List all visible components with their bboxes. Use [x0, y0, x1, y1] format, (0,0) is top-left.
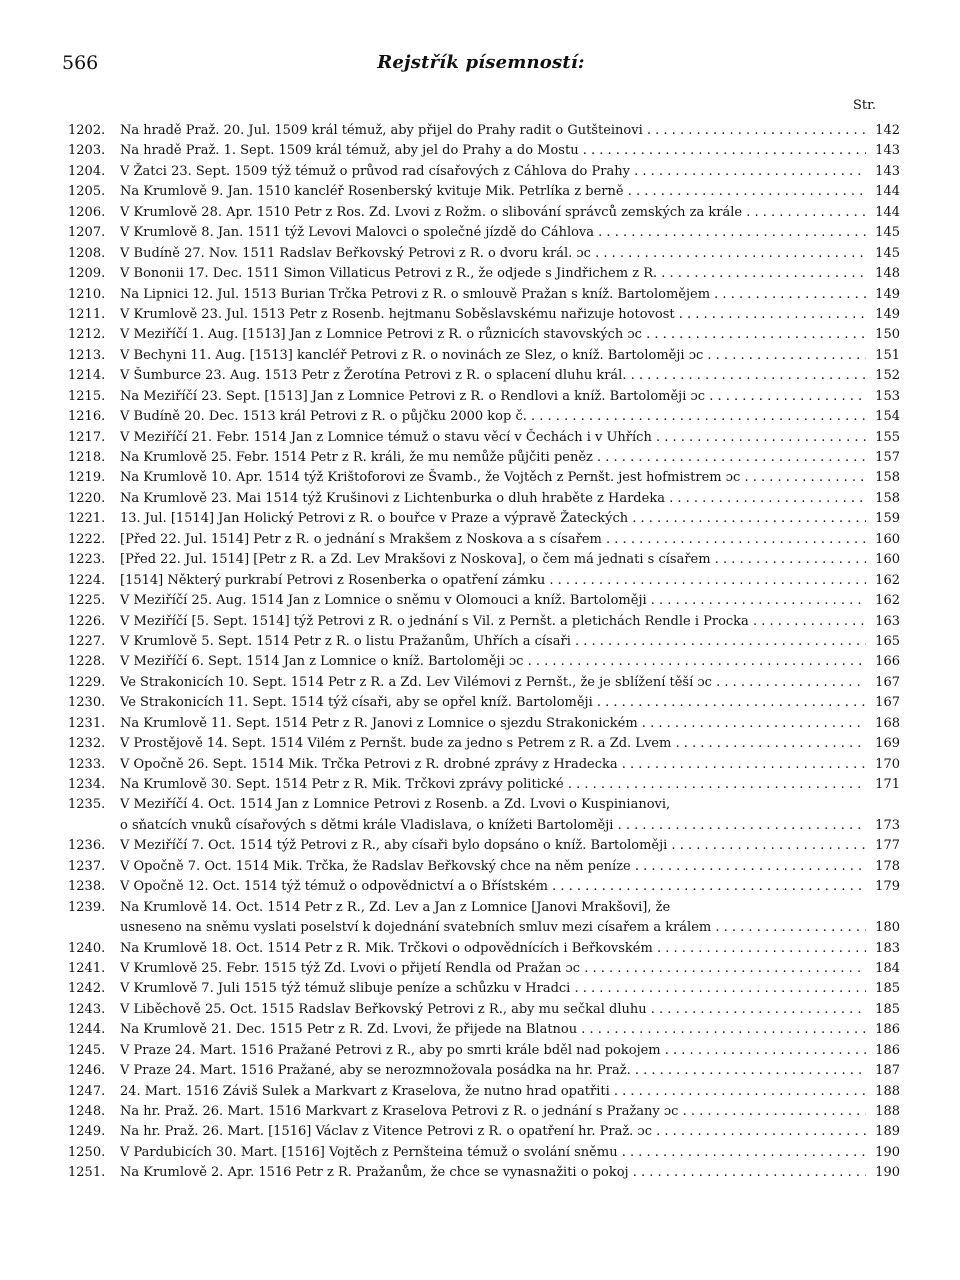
entry-number: 1207. [68, 225, 106, 241]
entry-page-number: 171 [875, 777, 900, 792]
entry-number: 1246. [68, 1063, 106, 1079]
entry-page-number: 169 [875, 736, 900, 752]
entry-number: 1225. [68, 593, 106, 609]
register-entry [68, 1020, 900, 1040]
entry-page-number: 167 [875, 674, 900, 690]
entry-page-number: 183 [875, 940, 900, 956]
entry-text: V Bononii 17. Dec. 1511 Simon Villaticus Petrovi z R., že odjede s Jindřichem z R. . . . [120, 264, 866, 284]
entry-text: 13. Jul. [1514] Jan Holický Petrovi z R. o bouřce v Praze a výpravě Žateckých . . . [120, 509, 866, 529]
entry-number: 1236. [68, 838, 106, 854]
entry-number: 1240. [68, 940, 106, 956]
entry-number: 1249. [68, 1124, 106, 1140]
entry-page-number: 187 [875, 1063, 900, 1079]
entry-number: 1202. [68, 123, 106, 138]
entry-page-number: 152 [875, 368, 900, 384]
entry-text: Na hr. Praž. 26. Mart. 1516 Markvart z Kraselova Petrovi z R. o jednání s Pražany ɔc . . . [120, 1102, 866, 1122]
entry-page-number: 148 [875, 266, 900, 282]
entry-number: 1206. [68, 204, 106, 220]
entry-text: [Před 22. Jul. 1514] Petr z R. o jednání s Mrakšem z Noskova a s císařem . . . [120, 530, 866, 550]
entry-number: 1232. [68, 736, 106, 752]
register-entry [68, 203, 900, 223]
entry-text: V Žatci 23. Sept. 1509 týž témuž o průvod rad císařových z Cáhlova do Prahy . . . [120, 162, 866, 182]
entry-text: Na Krumlově 21. Dec. 1515 Petr z R. Zd. Lvovi, že přijede na Blatnou . . . [120, 1020, 866, 1040]
entry-number: 1219. [68, 470, 106, 486]
entry-page-number: 189 [875, 1124, 900, 1140]
entry-text: Na Lipnici 12. Jul. 1513 Burian Trčka Petrovi z R. o smlouvě Pražan s kníž. Bartolomějem . . . [120, 285, 866, 305]
register-entry [68, 182, 900, 202]
entry-page-number: 159 [875, 511, 900, 527]
entry-page-number: 149 [875, 286, 900, 302]
entry-page-number: 177 [875, 838, 900, 854]
register-entry [68, 1163, 900, 1183]
entry-number: 1210. [68, 286, 106, 302]
entry-text: V Opočně 7. Oct. 1514 Mik. Trčka, že Radslav Beřkovský chce na něm peníze . . . [120, 857, 866, 877]
register-entry [68, 1061, 900, 1081]
register-entry [68, 448, 900, 468]
register-entry [68, 550, 900, 570]
entry-number: 1228. [68, 654, 106, 670]
entry-page-number: 154 [875, 409, 900, 425]
entry-number: 1214. [68, 368, 106, 384]
page-header [62, 52, 900, 78]
entry-number: 1216. [68, 409, 106, 425]
entry-page-number: 180 [875, 920, 900, 936]
entry-page-number: 157 [875, 450, 900, 465]
register-entry [68, 1041, 900, 1061]
entry-text: V Krumlově 23. Jul. 1513 Petr z Rosenb. hejtmanu Soběslavskému nařizuje hotovost . . . [120, 305, 866, 325]
entry-number: 1209. [68, 266, 106, 282]
entry-number: 1226. [68, 613, 106, 629]
entry-text: Na Krumlově 11. Sept. 1514 Petr z R. Janovi z Lomnice o sjezdu Strakonickém . . . [120, 714, 866, 734]
entry-page-number: 151 [875, 347, 900, 363]
register-entry [68, 795, 900, 836]
entry-number: 1235. [68, 797, 106, 813]
entry-page-number: 166 [875, 654, 900, 670]
register-entry [68, 591, 900, 611]
entry-text: V Krumlově 25. Febr. 1515 týž Zd. Lvovi o přijetí Rendla od Pražan ɔc . . . [120, 959, 866, 979]
entry-number: 1233. [68, 756, 106, 772]
entry-number: 1205. [68, 184, 106, 200]
entry-text: Na Krumlově 14. Oct. 1514 Petr z R., Zd. Lev a Jan z Lomnice [Janovi Mrakšovi], že [120, 899, 671, 915]
register-entry [68, 1082, 900, 1102]
entry-text: Na hradě Praž. 20. Jul. 1509 král témuž, aby přijel do Prahy radit o Gutšteinovi . . . [120, 121, 866, 141]
entry-page-number: 145 [875, 225, 900, 241]
entry-continuation-text: o sňatcích vnuků císařových s dětmi krále Vladislava, o knížeti Bartoloměji . . . [120, 816, 866, 836]
entry-number: 1217. [68, 429, 106, 445]
register-entry [68, 1102, 900, 1122]
register-entry [68, 877, 900, 897]
register-entry [68, 571, 900, 591]
entry-page-number: 184 [875, 960, 900, 976]
register-entry [68, 387, 900, 407]
register-entry [68, 366, 900, 386]
register-entry [68, 121, 900, 141]
entry-text: Na Krumlově 2. Apr. 1516 Petr z R. Pražanům, že chce se vynasnažiti o pokoj . . . [120, 1163, 866, 1183]
entry-text: V Opočně 12. Oct. 1514 týž témuž o odpovědnictví a o Břístském . . . [120, 877, 866, 897]
entry-page-number: 163 [875, 613, 900, 629]
entry-text: Na Krumlově 18. Oct. 1514 Petr z R. Mik. Trčkovi o odpovědnících i Beřkovském . . . [120, 939, 866, 959]
register-entry [68, 141, 900, 161]
entry-page-number: 185 [875, 981, 900, 997]
register-entry [68, 1122, 900, 1142]
entry-text: V Liběchově 25. Oct. 1515 Radslav Beřkovský Petrovi z R., aby mu sečkal dluhu . . . [120, 1000, 866, 1020]
entry-number: 1244. [68, 1022, 106, 1038]
entry-continuation-text: usneseno na sněmu vyslati poselství k dojednání svatebních smluv mezi císařem a králem . . . [120, 918, 866, 938]
entry-number: 1227. [68, 633, 106, 649]
register-entry [68, 979, 900, 999]
entry-page-number: 143 [875, 163, 900, 179]
register-entry [68, 223, 900, 243]
entry-number: 1239. [68, 899, 106, 915]
entry-number: 1222. [68, 531, 106, 547]
entry-continuation-line [68, 816, 900, 836]
entry-text: V Budíně 20. Dec. 1513 král Petrovi z R. o půjčku 2000 kop č. . . . [120, 407, 866, 427]
entry-page-number: 150 [875, 327, 900, 343]
running-title: Rejstřík písemností: [377, 52, 585, 73]
entry-page-number: 155 [875, 429, 900, 445]
entry-continuation-line [68, 918, 900, 938]
entry-page-number: 160 [875, 531, 900, 547]
entry-page-number: 158 [875, 470, 900, 486]
entry-text: Na Krumlově 9. Jan. 1510 kancléř Rosenberský kvituje Mik. Petrlíka z berně . . . [120, 182, 866, 202]
entry-page-number: 170 [875, 756, 900, 772]
register-entry [68, 1143, 900, 1163]
register-entry [68, 939, 900, 959]
entry-number: 1231. [68, 715, 106, 731]
entry-text: V Meziříčí 4. Oct. 1514 Jan z Lomnice Petrovi z Rosenb. a Zd. Lvovi o Kuspinianovi, [120, 797, 671, 813]
entry-number: 1203. [68, 143, 106, 159]
entry-number: 1242. [68, 981, 106, 997]
entry-text: V Meziříčí [5. Sept. 1514] týž Petrovi z R. o jednání s Vil. z Pernšt. a pletichách Rendle i Procka . . . [120, 612, 866, 632]
entry-text: V Meziříčí 6. Sept. 1514 Jan z Lomnice o kníž. Bartoloměji ɔc . . . [120, 652, 866, 672]
entry-page-number: 179 [875, 879, 900, 895]
entry-text: V Pardubicích 30. Mart. [1516] Vojtěch z Pernšteina témuž o svolání sněmu . . . [120, 1143, 866, 1163]
entry-number: 1211. [68, 306, 106, 322]
register-entry [68, 305, 900, 325]
register-entry [68, 428, 900, 448]
entry-page-number: 173 [875, 817, 900, 833]
entry-page-number: 186 [875, 1042, 900, 1058]
register-entry [68, 612, 900, 632]
register-entry [68, 673, 900, 693]
entry-text: Ve Strakonicích 10. Sept. 1514 Petr z R. a Zd. Lev Vilémovi z Pernšt., že je sblížení těší ɔc . . . [120, 673, 866, 693]
entry-page-number: 165 [875, 633, 900, 649]
entry-text: Na Krumlově 23. Mai 1514 týž Krušinovi z Lichtenburka o dluh hraběte z Hardeka . . . [120, 489, 866, 509]
entry-text: Na Krumlově 25. Febr. 1514 Petr z R. králi, že mu nemůže půjčiti peněz . . . [120, 448, 866, 468]
register-entry [68, 162, 900, 182]
entry-number: 1245. [68, 1042, 106, 1058]
entry-text: Ve Strakonicích 11. Sept. 1514 týž císaři, aby se opřel kníž. Bartoloměji . . . [120, 693, 866, 713]
entry-text: V Krumlově 5. Sept. 1514 Petr z R. o listu Pražanům, Uhřích a císaři . . . [120, 632, 866, 652]
entry-text: V Krumlově 8. Jan. 1511 týž Levovi Malovci o společné jízdě do Cáhlova . . . [120, 223, 866, 243]
entry-page-number: 149 [875, 306, 900, 322]
entry-number: 1208. [68, 245, 106, 261]
register-entry [68, 959, 900, 979]
entry-number: 1221. [68, 511, 106, 527]
entry-page-number: 190 [875, 1165, 900, 1181]
register-entry [68, 264, 900, 284]
entry-text: V Krumlově 7. Juli 1515 týž témuž slibuje peníze a schůzku v Hradci . . . [120, 979, 866, 999]
entry-number: 1238. [68, 879, 106, 895]
register-entry [68, 693, 900, 713]
entry-number: 1237. [68, 858, 106, 874]
entry-text: [Před 22. Jul. 1514] [Petr z R. a Zd. Lev Mrakšovi z Noskova], o čem má jednati s císařem . . . [120, 550, 866, 570]
entry-number: 1223. [68, 552, 106, 568]
entry-page-number: 167 [875, 695, 900, 711]
entry-page-number: 143 [875, 143, 900, 159]
entry-number: 1243. [68, 1001, 106, 1017]
entry-text: V Šumburce 23. Aug. 1513 Petr z Žerotína Petrovi z R. o splacení dluhu král. . . . [120, 366, 866, 386]
register-entry [68, 632, 900, 652]
register-entry [68, 652, 900, 672]
page-column-heading: Str. [852, 98, 876, 113]
entry-page-number: 185 [875, 1001, 900, 1017]
entry-number: 1247. [68, 1083, 106, 1099]
register-entry [68, 530, 900, 550]
entry-text: V Meziříčí 7. Oct. 1514 týž Petrovi z R., aby císaři bylo dopsáno o kníž. Bartoloměji . . . [120, 836, 866, 856]
entry-page-number: 162 [875, 572, 900, 588]
register-entry [68, 857, 900, 877]
entry-text: Na Krumlově 30. Sept. 1514 Petr z R. Mik. Trčkovi zprávy politické . . . [120, 775, 866, 795]
register-entry [68, 407, 900, 427]
entry-text: 24. Mart. 1516 Záviš Sulek a Markvart z Kraselova, že nutno hrad opatřiti . . . [120, 1082, 866, 1102]
entry-page-number: 168 [875, 715, 900, 731]
entry-page-number: 144 [875, 204, 900, 220]
entry-page-number: 178 [875, 858, 900, 874]
entry-page-number: 144 [875, 184, 900, 200]
register-entry [68, 244, 900, 264]
entry-number: 1229. [68, 674, 106, 690]
entry-text: V Praze 24. Mart. 1516 Pražané, aby se nerozmnožovala posádka na hr. Praž. . . . [120, 1061, 866, 1081]
entry-text: V Krumlově 28. Apr. 1510 Petr z Ros. Zd. Lvovi z Rožm. o slibování správců zemských za krále . . . [120, 203, 866, 223]
entry-text: V Meziříčí 21. Febr. 1514 Jan z Lomnice témuž o stavu věcí v Čechách i v Uhřích . . . [120, 428, 866, 448]
entry-text: [1514] Některý purkrabí Petrovi z Rosenberka o opatření zámku . . . [120, 571, 866, 591]
entry-page-number: 162 [875, 593, 900, 609]
page-number: 566 [62, 52, 99, 74]
register-entry [68, 325, 900, 345]
entry-page-number: 186 [875, 1022, 900, 1038]
entry-text: V Meziříčí 1. Aug. [1513] Jan z Lomnice Petrovi z R. o různicích stavovských ɔc . . . [120, 325, 866, 345]
entry-text: V Praze 24. Mart. 1516 Pražané Petrovi z R., aby po smrti krále bděl nad pokojem . . . [120, 1041, 866, 1061]
entry-number: 1212. [68, 327, 106, 343]
entry-number: 1251. [68, 1165, 106, 1181]
entry-text: V Opočně 26. Sept. 1514 Mik. Trčka Petrovi z R. drobné zprávy z Hradecka . . . [120, 755, 866, 775]
entry-page-number: 188 [875, 1083, 900, 1099]
entry-number: 1215. [68, 388, 106, 404]
register-entry [68, 489, 900, 509]
entry-text: Na hradě Praž. 1. Sept. 1509 král témuž, aby jel do Prahy a do Mostu . . . [120, 141, 866, 161]
register-entry-list [68, 121, 900, 1184]
entry-number: 1248. [68, 1104, 106, 1119]
entry-text: V Meziříčí 25. Aug. 1514 Jan z Lomnice o sněmu v Olomouci a kníž. Bartoloměji . . . [120, 591, 866, 611]
entry-number: 1250. [68, 1144, 106, 1160]
entry-page-number: 142 [875, 123, 900, 138]
register-entry [68, 285, 900, 305]
register-entry [68, 714, 900, 734]
entry-text: Na Krumlově 10. Apr. 1514 týž Krištoforovi ze Švamb., že Vojtěch z Pernšt. jest hofmistrem ɔc . . . [120, 468, 866, 488]
entry-number: 1213. [68, 347, 106, 363]
entry-text: V Budíně 27. Nov. 1511 Radslav Beřkovský Petrovi z R. o dvoru král. ɔc . . . [120, 244, 866, 264]
entry-text: V Bechyni 11. Aug. [1513] kancléř Petrovi z R. o novinách ze Slez, o kníž. Bartoloměji ɔc . . . [120, 346, 866, 366]
entry-text: V Prostějově 14. Sept. 1514 Vilém z Pernšt. bude za jedno s Petrem z R. a Zd. Lvem . . . [120, 734, 866, 754]
entry-number: 1220. [68, 490, 106, 506]
entry-number: 1204. [68, 163, 106, 179]
entry-number: 1230. [68, 695, 106, 711]
register-entry [68, 898, 900, 939]
entry-page-number: 190 [875, 1144, 900, 1160]
entry-number: 1234. [68, 777, 106, 792]
register-entry [68, 836, 900, 856]
entry-page-number: 153 [875, 388, 900, 404]
entry-text: Na hr. Praž. 26. Mart. [1516] Václav z Vitence Petrovi z R. o opatření hr. Praž. ɔc . . . [120, 1122, 866, 1142]
register-entry [68, 734, 900, 754]
entry-text: Na Meziříčí 23. Sept. [1513] Jan z Lomnice Petrovi z R. o Rendlovi a kníž. Bartoloměji ɔc . . . [120, 387, 866, 407]
entry-number: 1224. [68, 572, 106, 588]
entry-page-number: 145 [875, 245, 900, 261]
entry-page-number: 158 [875, 490, 900, 506]
entry-number: 1218. [68, 450, 106, 465]
register-entry [68, 509, 900, 529]
entry-number: 1241. [68, 960, 106, 976]
register-entry [68, 1000, 900, 1020]
register-entry [68, 775, 900, 795]
entry-page-number: 188 [875, 1104, 900, 1119]
entry-page-number: 160 [875, 552, 900, 568]
register-entry [68, 346, 900, 366]
register-entry [68, 468, 900, 488]
register-entry [68, 755, 900, 775]
